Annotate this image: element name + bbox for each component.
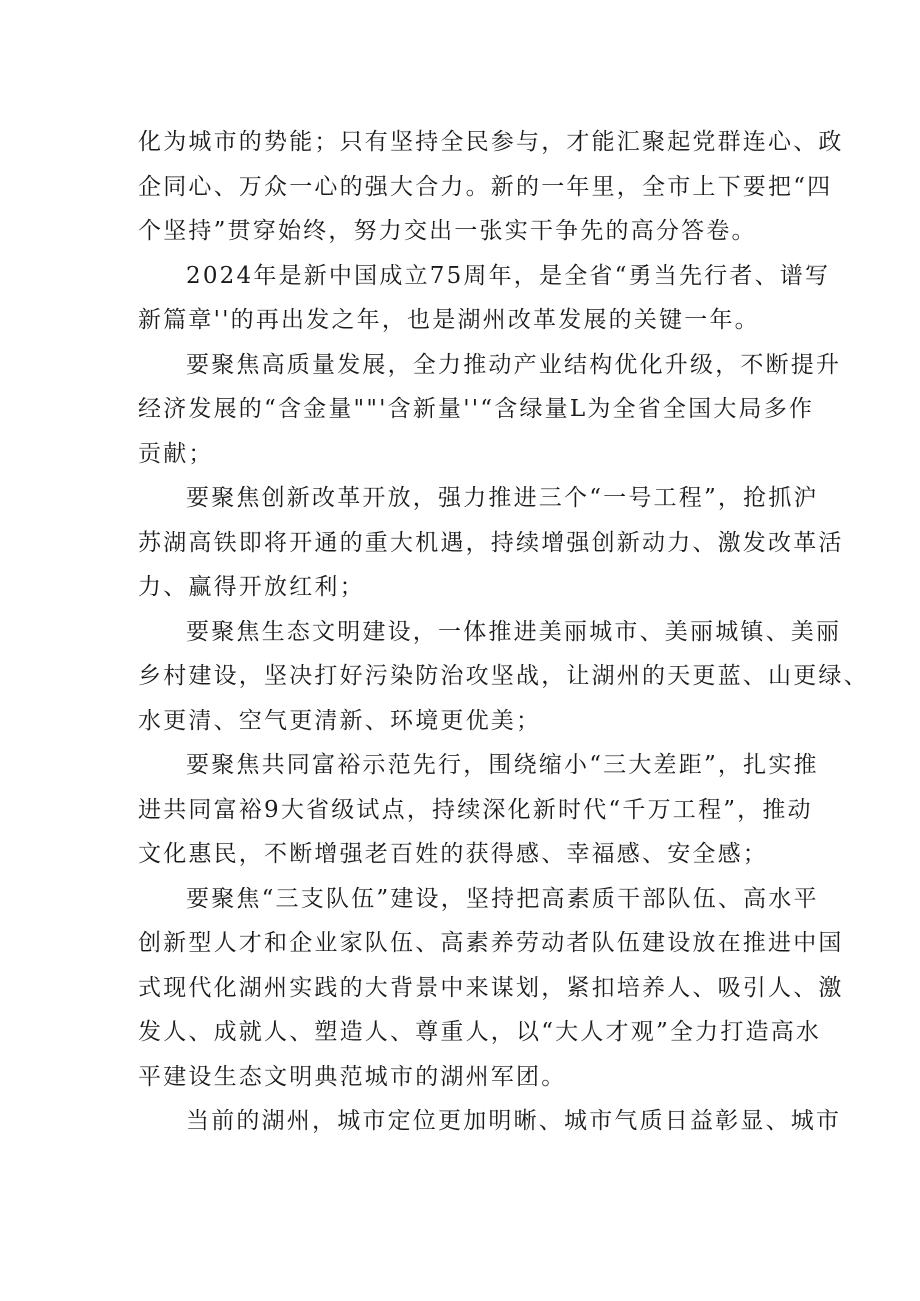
text-line: 苏湖高铁即将开通的重大机遇，持续增强创新动力、激发改革活 [138,530,844,556]
text-line: 平建设生态文明典范城市的湖州军团。 [138,1064,567,1090]
text-line: 水更清、空气更清新、环境更优美； [138,708,542,734]
text-line: 个坚持”贯穿始终，努力交出一张实干争先的高分答卷。 [138,218,757,244]
text-line: 要聚焦高质量发展，全力推动产业结构优化升级，不断提升 [186,352,842,378]
text-line: 进共同富裕9大省级试点，持续深化新时代“千万工程”，推动 [138,797,813,823]
text-line: 要聚焦创新改革开放，强力推进三个“一号工程”，抢抓沪 [186,485,819,511]
text-line: 当前的湖州，城市定位更加明晰、城市气质日益彰显、城市 [186,1108,842,1134]
text-line: 创新型人才和企业家队伍、高素养劳动者队伍建设放在推进中国 [138,930,844,956]
text-line: 发人、成就人、塑造人、尊重人，以“大人才观”全力打造高水 [138,1019,822,1045]
text-line: 要聚焦生态文明建设，一体推进美丽城市、美丽城镇、美丽 [186,619,842,645]
text-line: 式现代化湖州实践的大背景中来谋划，紧扣培养人、吸引人、激 [138,975,844,1001]
text-line: 化为城市的势能；只有坚持全民参与，才能汇聚起党群连心、政 [138,129,844,155]
text-line: 要聚焦共同富裕示范先行，围绕缩小“三大差距”，扎实推 [186,752,819,778]
text-line: 文化惠民，不断增强老百姓的获得感、幸福感、安全感； [138,841,768,867]
text-line: 新篇章''的再出发之年，也是湖州改革发展的关键一年。 [138,307,760,333]
text-line: 要聚焦“三支队伍”建设，坚持把高素质干部队伍、高水平 [186,886,819,912]
text-line: 企同心、万众一心的强大合力。新的一年里，全市上下要把“四 [138,174,833,200]
text-line: 2024年是新中国成立75周年，是全省“勇当先行者、谱写 [186,263,831,289]
text-line: 贡献； [138,441,214,467]
text-line: 乡村建设，坚决打好污染防治攻坚战，让湖州的天更蓝、山更绿、 [138,663,869,689]
text-line: 经济发展的“含金量""'含新量''“含绿量L为全省全国大局多作 [138,396,815,422]
text-line: 力、赢得开放红利； [138,574,365,600]
